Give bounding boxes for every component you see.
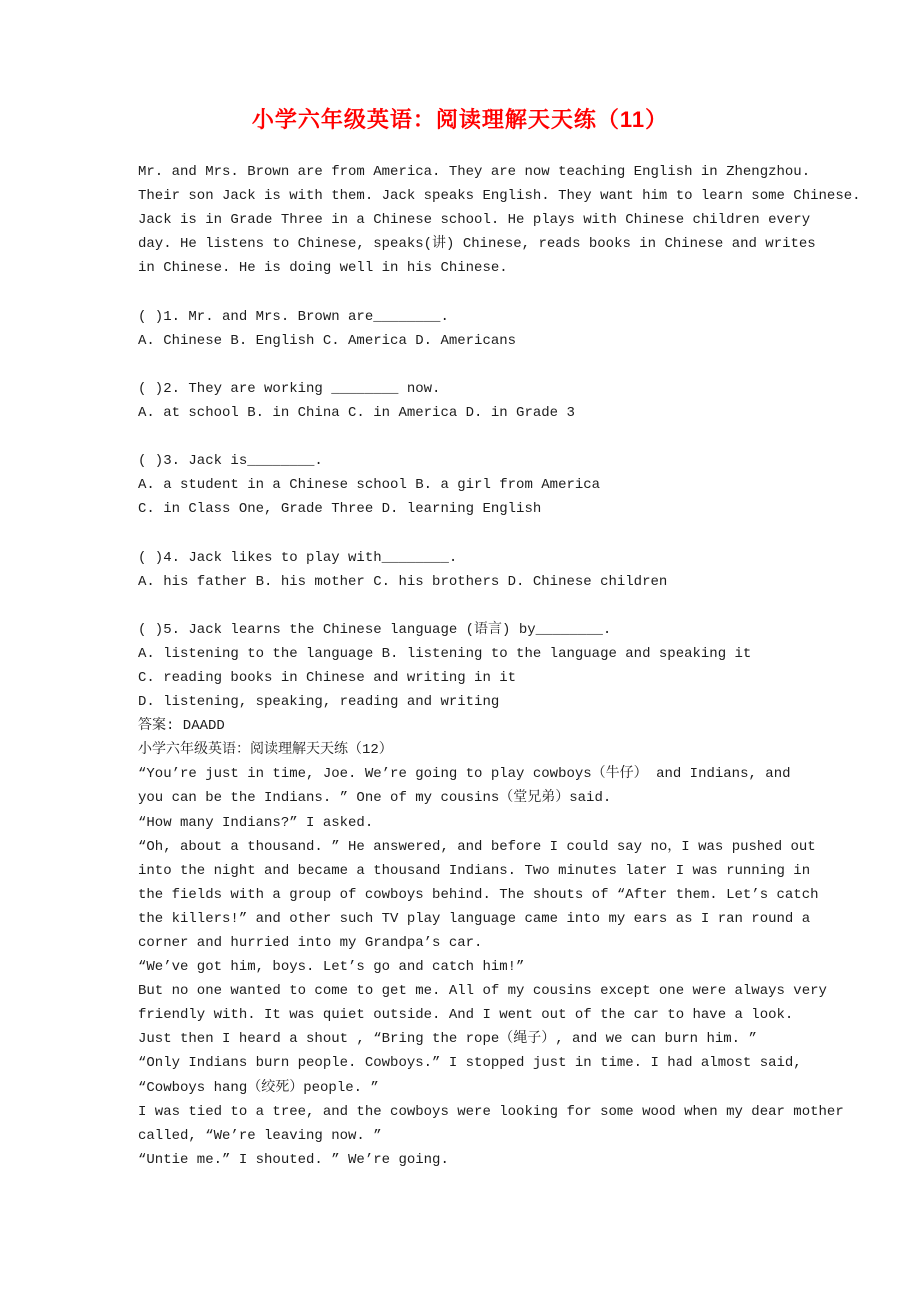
question-option: A. a student in a Chinese school B. a girl from America <box>138 477 601 494</box>
question-1 <box>138 305 838 353</box>
question-option: A. at school B. in China C. in America D. in Grade 3 <box>138 404 575 421</box>
passage-line: the fields with a group of cowboys behind. The shouts of “After them. Let’s catch <box>138 886 819 903</box>
passage-line: the killers!” and other such TV play language came into my ears as I ran round a <box>138 910 811 927</box>
passage-line: Mr. and Mrs. Brown are from America. They are now teaching English in Zhengzhou. <box>138 164 811 180</box>
question-option: A. Chinese B. English C. America D. Americans <box>138 332 517 349</box>
question-stem: ( )5. Jack learns the Chinese language (语言) by________. <box>138 621 612 638</box>
passage-line: “We’ve got him, boys. Let’s go and catch him!” <box>138 959 525 976</box>
question-3 <box>138 449 838 521</box>
passage-line: Their son Jack is with them. Jack speaks English. They want him to learn some Chinese. <box>138 188 861 205</box>
passage-line: But no one wanted to come to get me. All of my cousins except one were always very <box>138 983 827 1000</box>
passage-2 <box>138 762 844 1172</box>
question-stem: ( )1. Mr. and Mrs. Brown are________. <box>138 308 449 325</box>
passage-line: “Cowboys hang（绞死）people. ” <box>138 1079 379 1096</box>
passage-line: in Chinese. He is doing well in his Chinese. <box>138 260 508 277</box>
question-option: C. reading books in Chinese and writing in it <box>138 669 517 686</box>
question-4 <box>138 546 838 594</box>
passage-line: “Only Indians burn people. Cowboys.” I stopped just in time. I had almost said, <box>138 1055 802 1072</box>
passage-line: “Oh, about a thousand. ” He answered, and before I could say no，I was pushed out <box>138 838 816 855</box>
question-option: D. listening, speaking, reading and writing <box>138 694 500 711</box>
question-stem: ( )2. They are working ________ now. <box>138 380 441 397</box>
passage-line: “Untie me.” I shouted. ” We’re going. <box>138 1151 449 1168</box>
passage-line: you can be the Indians. ” One of my cousins（堂兄弟）said. <box>138 790 612 807</box>
question-option: A. his father B. his mother C. his brothers D. Chinese children <box>138 573 668 590</box>
passage-line: “How many Indians?” I asked. <box>138 814 374 831</box>
passage-line: “You’re just in time, Joe. We’re going to play cowboys（牛仔） and Indians, and <box>138 766 791 783</box>
answers-line: 答案: DAADD <box>138 718 225 735</box>
question-stem: ( )3. Jack is________. <box>138 453 323 470</box>
passage-line: friendly with. It was quiet outside. And I went out of the car to have a look. <box>138 1007 794 1024</box>
passage-line: day. He listens to Chinese, speaks(讲) Chinese, reads books in Chinese and writes <box>138 236 816 253</box>
passage-line: called, “We’re leaving now. ” <box>138 1127 382 1144</box>
questions <box>138 305 838 715</box>
passage-1 <box>138 160 861 280</box>
question-stem: ( )4. Jack likes to play with________. <box>138 549 458 566</box>
doc-title-lesson-12: 小学六年级英语：阅读理解天天练（12） <box>138 742 393 759</box>
passage-line: corner and hurried into my Grandpa’s car. <box>138 935 483 951</box>
passage-line: I was tied to a tree, and the cowboys were looking for some wood when my dear mother <box>138 1103 844 1120</box>
question-option: C. in Class One, Grade Three D. learning English <box>138 501 542 518</box>
passage-line: Just then I heard a shout , “Bring the rope（绳子）, and we can burn him. ” <box>138 1031 757 1048</box>
question-option: A. listening to the language B. listening to the language and speaking it <box>138 645 752 662</box>
question-5 <box>138 618 838 714</box>
question-2 <box>138 377 838 425</box>
passage-line: into the night and became a thousand Indians. Two minutes later I was running in <box>138 862 811 879</box>
doc-content <box>138 160 861 1172</box>
passage-line: Jack is in Grade Three in a Chinese school. He plays with Chinese children every <box>138 212 811 229</box>
doc-title-lesson-11: 小学六年级英语：阅读理解天天练（11） <box>251 107 669 132</box>
